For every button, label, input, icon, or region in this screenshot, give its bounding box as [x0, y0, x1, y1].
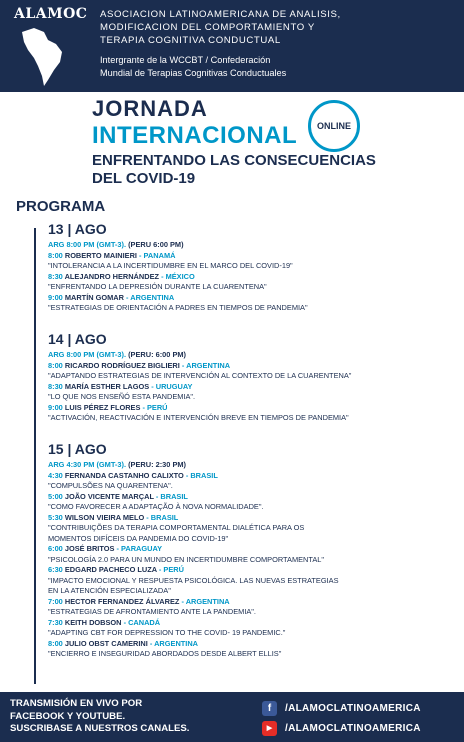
- session-speaker: 7:00 HECTOR FERNANDEZ ÁLVAREZ - ARGENTINA: [48, 596, 230, 606]
- youtube-icon: ▶: [262, 721, 277, 736]
- day-time: ARG 8:00 PM (GMT-3). (PERU: 6:00 PM): [48, 350, 186, 359]
- session-speaker: 6:00 JOSÉ BRITOS - PARAGUAY: [48, 544, 163, 553]
- footer-banner: [0, 692, 464, 742]
- day-block: [48, 330, 454, 424]
- session-talk: "ENFRENTANDO LA DEPRESIÓN DURANTE LA CUARENTENA": [48, 282, 267, 291]
- online-badge: ONLINE: [308, 100, 360, 152]
- session-talk: "IMPACTO EMOCIONAL Y RESPUESTA PSICOLÓGICA. LAS NUEVAS ESTRATEGIAS: [48, 575, 339, 585]
- session-speaker: 8:00 ROBERTO MAINIERI - PANAMÁ: [48, 250, 176, 260]
- day-date: 15 | AGO: [48, 441, 107, 457]
- timeline-bar: [34, 336, 36, 446]
- programa-heading: PROGRAMA: [16, 198, 106, 215]
- facebook-icon: f: [262, 701, 277, 716]
- day-date: 13 | AGO: [48, 221, 107, 237]
- day-time: ARG 4:30 PM (GMT-3). (PERU: 2:30 PM): [48, 460, 186, 469]
- facebook-link[interactable]: f /ALAMOCLATINOAMERICA: [262, 700, 421, 716]
- title-internacional: INTERNACIONAL: [92, 122, 298, 149]
- day-block: [48, 220, 454, 314]
- association-name: ASOCIACION LATINOAMERICANA DE ANALISIS, MODIFICACION DEL COMPORTAMIENTO Y TERAPIA COGNITIVA CONDUCTUAL: [100, 9, 341, 46]
- youtube-link[interactable]: ▶ /ALAMOCLATINOAMERICA: [262, 720, 421, 736]
- session-speaker: 5:30 WILSON VIEIRA MELO - BRASIL: [48, 512, 179, 522]
- session-speaker: 9:00 LUIS PÉREZ FLORES - PERÚ: [48, 402, 168, 412]
- logo-text: ALAMOC: [14, 6, 88, 22]
- session-talk: MOMENTOS DIFÍCEIS DA PANDEMIA DO COVID-19": [48, 533, 229, 543]
- session-speaker: 8:00 JULIO OBST CAMERINI - ARGENTINA: [48, 638, 199, 648]
- session-talk: EN LA ATENCIÓN ESPECIALIZADA": [48, 586, 171, 595]
- session-speaker: 6:30 EDGARD PACHECO LUZA - PERÚ: [48, 565, 184, 574]
- session-talk: "INTOLERANCIA A LA INCERTIDUMBRE EN EL MARCO DEL COVID-19": [48, 261, 293, 270]
- session-talk: "LO QUE NOS ENSEÑÓ ESTA PANDEMIA".: [48, 392, 196, 401]
- session-speaker: 8:00 RICARDO RODRÍGUEZ BIGLIERI - ARGENTINA: [48, 360, 231, 370]
- header-banner: [0, 0, 464, 92]
- membership-text: Intergrante de la WCCBT / Confederación Mundial de Terapias Cognitivas Conductuales: [100, 55, 287, 78]
- session-talk: "ENCIERRO E INSEGURIDAD ABORDADOS DESDE ALBERT ELLIS": [48, 649, 282, 658]
- session-talk: "ESTRATEGIAS DE ORIENTACIÓN A PADRES EN TIEMPOS DE PANDEMIA": [48, 303, 308, 312]
- session-speaker: 8:30 MARÍA ESTHER LAGOS - URUGUAY: [48, 381, 193, 391]
- session-speaker: 5:00 JOÃO VICENTE MARÇAL - BRASIL: [48, 491, 188, 501]
- session-talk: "ADAPTING CBT FOR DEPRESSION TO THE COVID- 19 PANDEMIC.": [48, 628, 286, 637]
- timeline-bar: [34, 444, 36, 684]
- session-talk: "ADAPTANDO ESTRATEGIAS DE INTERVENCIÓN AL CONTEXTO DE LA CUARENTENA": [48, 371, 352, 380]
- session-speaker: 8:30 ALEJANDRO HERNÁNDEZ - MÉXICO: [48, 271, 195, 281]
- session-speaker: 7:30 KEITH DOBSON - CANADÁ: [48, 617, 161, 627]
- stream-info: TRANSMISIÓN EN VIVO POR FACEBOOK Y YOUTUBE. SUSCRIBASE A NUESTROS CANALES.: [10, 698, 190, 734]
- session-talk: "PSICOLOGÍA 2.0 PARA UN MUNDO EN INCERTIDUMBRE COMPORTAMENTAL": [48, 554, 325, 564]
- timeline-bar: [34, 228, 36, 348]
- day-block: [48, 440, 454, 660]
- title-area: [0, 92, 464, 202]
- session-talk: "COMPULSÕES NA QUARENTENA".: [48, 481, 173, 490]
- title-jornada: JORNADA: [92, 96, 208, 121]
- session-talk: "ESTRATEGIAS DE AFRONTAMIENTO ANTE LA PANDEMIA".: [48, 607, 256, 616]
- program-schedule: [0, 220, 464, 690]
- session-speaker: 9:00 MARTÍN GOMAR - ARGENTINA: [48, 292, 175, 302]
- day-time: ARG 8:00 PM (GMT-3). (PERU 6:00 PM): [48, 240, 184, 249]
- session-talk: "ACTIVACIÓN, REACTIVACIÓN E INTERVENCIÓN BREVE EN TIEMPOS DE PANDEMIA": [48, 413, 349, 422]
- session-talk: "CONTRIBUIÇÕES DA TERAPIA COMPORTAMENTAL DIALÉTICA PARA OS: [48, 523, 305, 532]
- day-date: 14 | AGO: [48, 331, 107, 347]
- event-subtitle: ENFRENTANDO LAS CONSECUENCIAS DEL COVID-19: [92, 152, 376, 187]
- session-talk: "COMO FAVORECER A ADAPTAÇÃO À NOVA NORMALIDADE".: [48, 502, 264, 511]
- session-speaker: 4:30 FERNANDA CASTANHO CALIXTO - BRASIL: [48, 470, 218, 480]
